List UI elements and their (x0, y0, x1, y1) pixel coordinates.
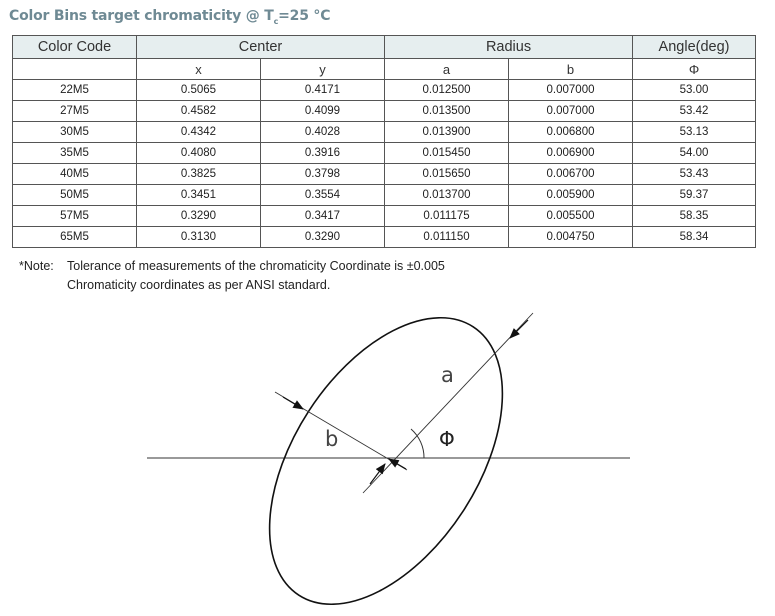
cell-angle: 59.37 (633, 185, 756, 206)
major-axis-arrow-top (510, 320, 528, 338)
title-suffix: =25 °C (278, 8, 331, 24)
header-phi: Φ (633, 59, 756, 80)
cell-code: 30M5 (13, 122, 137, 143)
cell-b: 0.005900 (509, 185, 633, 206)
header-a: a (385, 59, 509, 80)
header-empty (13, 59, 137, 80)
cell-x: 0.4342 (137, 122, 261, 143)
table-row (13, 164, 756, 185)
cell-a: 0.012500 (385, 80, 509, 101)
header-center: Center (137, 36, 385, 59)
cell-y: 0.3417 (261, 206, 385, 227)
label-b: b (325, 427, 339, 451)
label-phi: Φ (439, 427, 455, 451)
angle-arc (411, 429, 424, 458)
cell-y: 0.3554 (261, 185, 385, 206)
label-a: a (441, 363, 454, 387)
cell-x: 0.3130 (137, 227, 261, 248)
minor-axis-arrow-center (389, 459, 406, 469)
header-x: x (137, 59, 261, 80)
cell-a: 0.013500 (385, 101, 509, 122)
cell-angle: 53.00 (633, 80, 756, 101)
cell-x: 0.4582 (137, 101, 261, 122)
table-row (13, 122, 756, 143)
cell-angle: 54.00 (633, 143, 756, 164)
table-row (13, 206, 756, 227)
cell-angle: 58.35 (633, 206, 756, 227)
header-color-code: Color Code (13, 36, 137, 59)
ellipse-diagram (0, 300, 775, 610)
cell-y: 0.3798 (261, 164, 385, 185)
cell-y: 0.4171 (261, 80, 385, 101)
page-title (9, 8, 330, 26)
cell-a: 0.011175 (385, 206, 509, 227)
note-label: *Note: (19, 259, 54, 273)
cell-b: 0.006800 (509, 122, 633, 143)
cell-code: 40M5 (13, 164, 137, 185)
cell-code: 35M5 (13, 143, 137, 164)
cell-y: 0.4028 (261, 122, 385, 143)
cell-x: 0.4080 (137, 143, 261, 164)
cell-x: 0.3825 (137, 164, 261, 185)
note-line-2: Chromaticity coordinates as per ANSI standard. (67, 278, 331, 292)
cell-b: 0.007000 (509, 101, 633, 122)
cell-x: 0.3451 (137, 185, 261, 206)
header-row-sub (13, 59, 756, 80)
table-row (13, 227, 756, 248)
cell-code: 57M5 (13, 206, 137, 227)
cell-a: 0.015450 (385, 143, 509, 164)
cell-a: 0.011150 (385, 227, 509, 248)
cell-code: 22M5 (13, 80, 137, 101)
table-row (13, 185, 756, 206)
major-axis-arrow-center (370, 464, 385, 484)
cell-b: 0.006900 (509, 143, 633, 164)
cell-a: 0.013900 (385, 122, 509, 143)
minor-axis-arrow-left (283, 397, 303, 409)
cell-a: 0.013700 (385, 185, 509, 206)
cell-a: 0.015650 (385, 164, 509, 185)
cell-angle: 53.42 (633, 101, 756, 122)
cell-angle: 58.34 (633, 227, 756, 248)
cell-y: 0.3916 (261, 143, 385, 164)
cell-y: 0.3290 (261, 227, 385, 248)
cell-b: 0.004750 (509, 227, 633, 248)
major-axis-line (363, 313, 533, 493)
measurement-note (19, 257, 445, 295)
cell-code: 27M5 (13, 101, 137, 122)
color-bins-table (12, 35, 756, 248)
header-b: b (509, 59, 633, 80)
header-angle: Angle(deg) (633, 36, 756, 59)
cell-angle: 53.43 (633, 164, 756, 185)
table-row (13, 80, 756, 101)
table-row (13, 101, 756, 122)
cell-x: 0.3290 (137, 206, 261, 227)
header-y: y (261, 59, 385, 80)
cell-code: 65M5 (13, 227, 137, 248)
table-row (13, 143, 756, 164)
title-prefix: Color Bins target chromaticity @ T (9, 8, 274, 24)
cell-b: 0.005500 (509, 206, 633, 227)
header-row-main (13, 36, 756, 59)
header-radius: Radius (385, 36, 633, 59)
cell-y: 0.4099 (261, 101, 385, 122)
cell-b: 0.007000 (509, 80, 633, 101)
cell-b: 0.006700 (509, 164, 633, 185)
cell-angle: 53.13 (633, 122, 756, 143)
note-line-1: Tolerance of measurements of the chromaticity Coordinate is ±0.005 (67, 259, 445, 273)
cell-code: 50M5 (13, 185, 137, 206)
title-subscript: c (273, 16, 279, 26)
cell-x: 0.5065 (137, 80, 261, 101)
